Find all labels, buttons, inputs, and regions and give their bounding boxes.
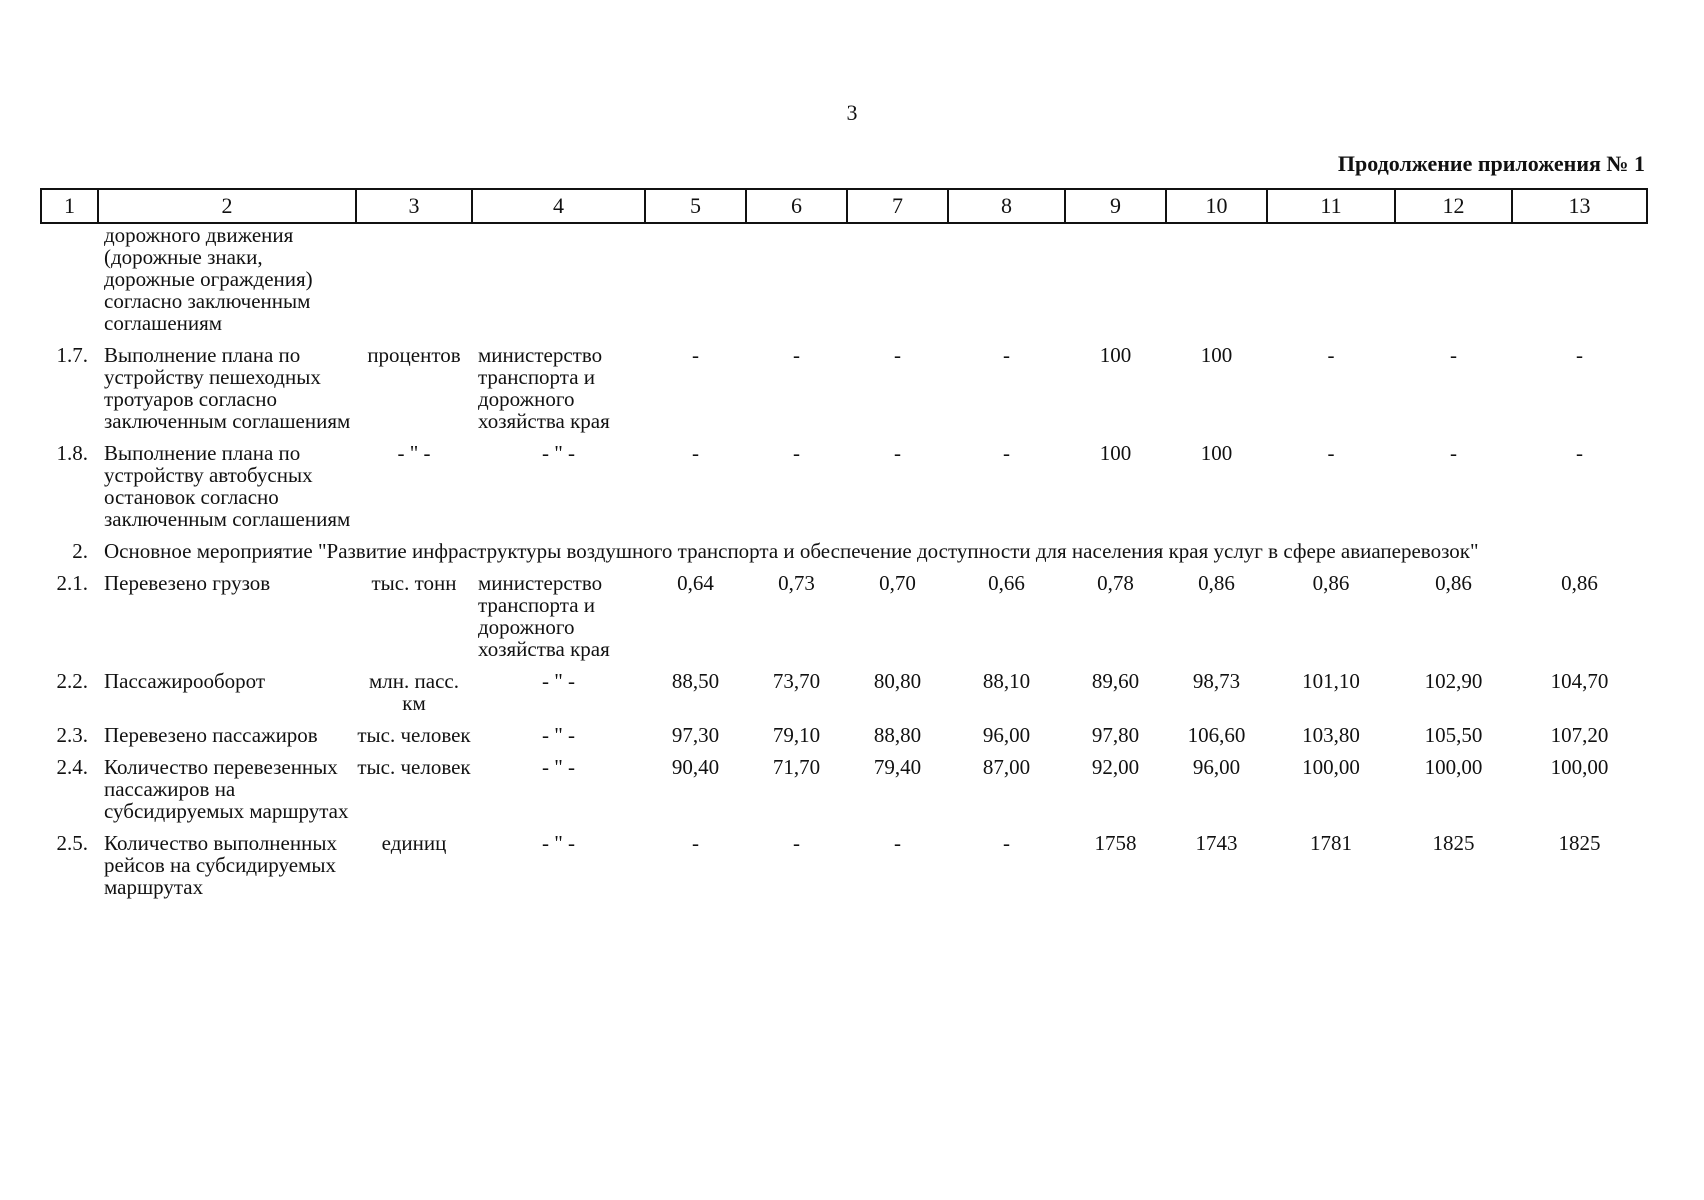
value-13: 0,86: [1561, 571, 1598, 595]
header-cell: 10: [1166, 189, 1267, 223]
value-9: 1758: [1094, 831, 1137, 855]
indicators-table: [40, 188, 1648, 898]
row-number: 2.4.: [56, 755, 88, 779]
value-10: 0,86: [1198, 571, 1235, 595]
value-13: 1825: [1558, 831, 1601, 855]
indicator-name: Перевезено пассажиров: [104, 723, 318, 747]
row-number: 1.8.: [56, 441, 88, 465]
unit: - " -: [397, 441, 431, 465]
value-7: 88,80: [873, 723, 922, 747]
value-8: -: [1003, 441, 1010, 465]
unit: единиц: [381, 831, 447, 855]
value-9: 97,80: [1091, 723, 1140, 747]
header-cell: 13: [1512, 189, 1647, 223]
value-8: 88,10: [982, 669, 1031, 693]
unit: тыс. человек: [357, 723, 471, 747]
header-cell: 4: [472, 189, 645, 223]
responsible: министерство транспорта и дорожного хозяйства края: [478, 571, 610, 661]
value-11: 0,86: [1312, 571, 1350, 595]
value-6: 73,70: [772, 669, 821, 693]
continuation-label: Продолжение приложения № 1: [1337, 151, 1645, 176]
value-5: -: [692, 343, 699, 367]
value-6: -: [793, 343, 800, 367]
value-5: 88,50: [671, 669, 720, 693]
value-10: 100: [1200, 343, 1233, 367]
value-5: 97,30: [671, 723, 720, 747]
value-9: 0,78: [1097, 571, 1134, 595]
header-cell: 11: [1267, 189, 1395, 223]
value-7: -: [894, 831, 901, 855]
indicator-name: Выполнение плана по устройству пешеходных тротуаров согласно заключенным соглашениям: [104, 343, 351, 433]
value-7: 0,70: [879, 571, 916, 595]
value-12: 102,90: [1424, 669, 1483, 693]
value-5: 0,64: [677, 571, 714, 595]
value-8: 87,00: [982, 755, 1031, 779]
value-11: 103,80: [1302, 723, 1360, 747]
value-13: 100,00: [1550, 755, 1609, 779]
header-cell: 8: [948, 189, 1065, 223]
carryover-text: дорожного движения (дорожные знаки, дорожные ограждения) согласно заключенным соглашениям: [104, 223, 313, 335]
header-cell: 1: [41, 189, 98, 223]
page-number: 3: [846, 100, 858, 125]
row-number: 2.1.: [56, 571, 88, 595]
value-8: 96,00: [982, 723, 1031, 747]
table-row: [41, 562, 1647, 660]
value-7: 79,40: [873, 755, 922, 779]
value-10: 1743: [1195, 831, 1238, 855]
indicator-name: Количество перевезенных пассажиров на субсидируемых маршрутах: [104, 755, 349, 823]
header-cell: 6: [746, 189, 847, 223]
value-5: -: [692, 441, 699, 465]
responsible: - " -: [541, 669, 576, 693]
value-13: 104,70: [1550, 669, 1609, 693]
value-6: -: [793, 831, 800, 855]
row-number: 1.7.: [56, 343, 88, 367]
value-5: 90,40: [671, 755, 720, 779]
responsible: - " -: [541, 441, 576, 465]
value-5: -: [692, 831, 699, 855]
value-12: 100,00: [1424, 755, 1483, 779]
table-row: [41, 714, 1647, 746]
responsible: министерство транспорта и дорожного хозяйства края: [478, 343, 610, 433]
table-row: [41, 746, 1647, 822]
header-cell: 3: [356, 189, 472, 223]
value-13: -: [1576, 343, 1583, 367]
header-cell: 9: [1065, 189, 1166, 223]
header-cell: 5: [645, 189, 746, 223]
value-6: 79,10: [772, 723, 821, 747]
indicator-name: Количество выполненных рейсов на субсидируемых маршрутах: [104, 831, 337, 899]
section-title: Основное мероприятие "Развитие инфраструктуры воздушного транспорта и обеспечение доступности для населения края услуг в сфере авиаперевозок": [104, 539, 1479, 563]
value-12: 0,86: [1435, 571, 1472, 595]
table-row: [41, 822, 1647, 898]
value-9: 92,00: [1091, 755, 1140, 779]
value-8: -: [1003, 831, 1010, 855]
value-8: 0,66: [988, 571, 1025, 595]
indicator-name: Перевезено грузов: [104, 571, 271, 595]
indicator-name: Выполнение плана по устройству автобусных остановок согласно заключенным соглашениям: [104, 441, 351, 531]
value-11: 1781: [1310, 831, 1352, 855]
section-row: [41, 530, 1647, 562]
value-10: 100: [1200, 441, 1233, 465]
value-10: 106,60: [1187, 723, 1246, 747]
header-cell: 7: [847, 189, 948, 223]
value-12: -: [1450, 441, 1457, 465]
unit: тыс. тонн: [371, 571, 457, 595]
value-12: 1825: [1432, 831, 1475, 855]
value-11: 100,00: [1302, 755, 1360, 779]
table-row: [41, 660, 1647, 714]
table-row: [41, 432, 1647, 530]
value-7: -: [894, 343, 901, 367]
value-8: -: [1003, 343, 1010, 367]
row-number: 2.2.: [56, 669, 88, 693]
unit: тыс. человек: [357, 755, 471, 779]
value-9: 100: [1099, 441, 1132, 465]
value-13: -: [1576, 441, 1583, 465]
row-number: 2.5.: [56, 831, 88, 855]
value-7: -: [894, 441, 901, 465]
value-11: -: [1327, 441, 1335, 465]
value-10: 98,73: [1192, 669, 1241, 693]
value-11: -: [1327, 343, 1335, 367]
value-9: 89,60: [1091, 669, 1140, 693]
value-6: 71,70: [772, 755, 821, 779]
unit: процентов: [367, 343, 461, 367]
value-6: 0,73: [778, 571, 815, 595]
responsible: - " -: [541, 831, 576, 855]
responsible: - " -: [541, 755, 576, 779]
value-9: 100: [1099, 343, 1132, 367]
value-7: 80,80: [873, 669, 922, 693]
value-13: 107,20: [1550, 723, 1609, 747]
indicator-name: Пассажирооборот: [104, 669, 266, 693]
value-11: 101,10: [1302, 669, 1360, 693]
responsible: - " -: [541, 723, 576, 747]
value-6: -: [793, 441, 800, 465]
section-number: 2.: [72, 539, 88, 563]
column-number-header: [41, 189, 1647, 223]
table-row: [41, 334, 1647, 432]
value-10: 96,00: [1192, 755, 1241, 779]
header-cell: 2: [98, 189, 356, 223]
carryover-row: [41, 223, 1647, 334]
row-number: 2.3.: [56, 723, 88, 747]
value-12: 105,50: [1424, 723, 1483, 747]
value-12: -: [1450, 343, 1457, 367]
unit: млн. пасс. км: [369, 669, 459, 715]
header-cell: 12: [1395, 189, 1512, 223]
